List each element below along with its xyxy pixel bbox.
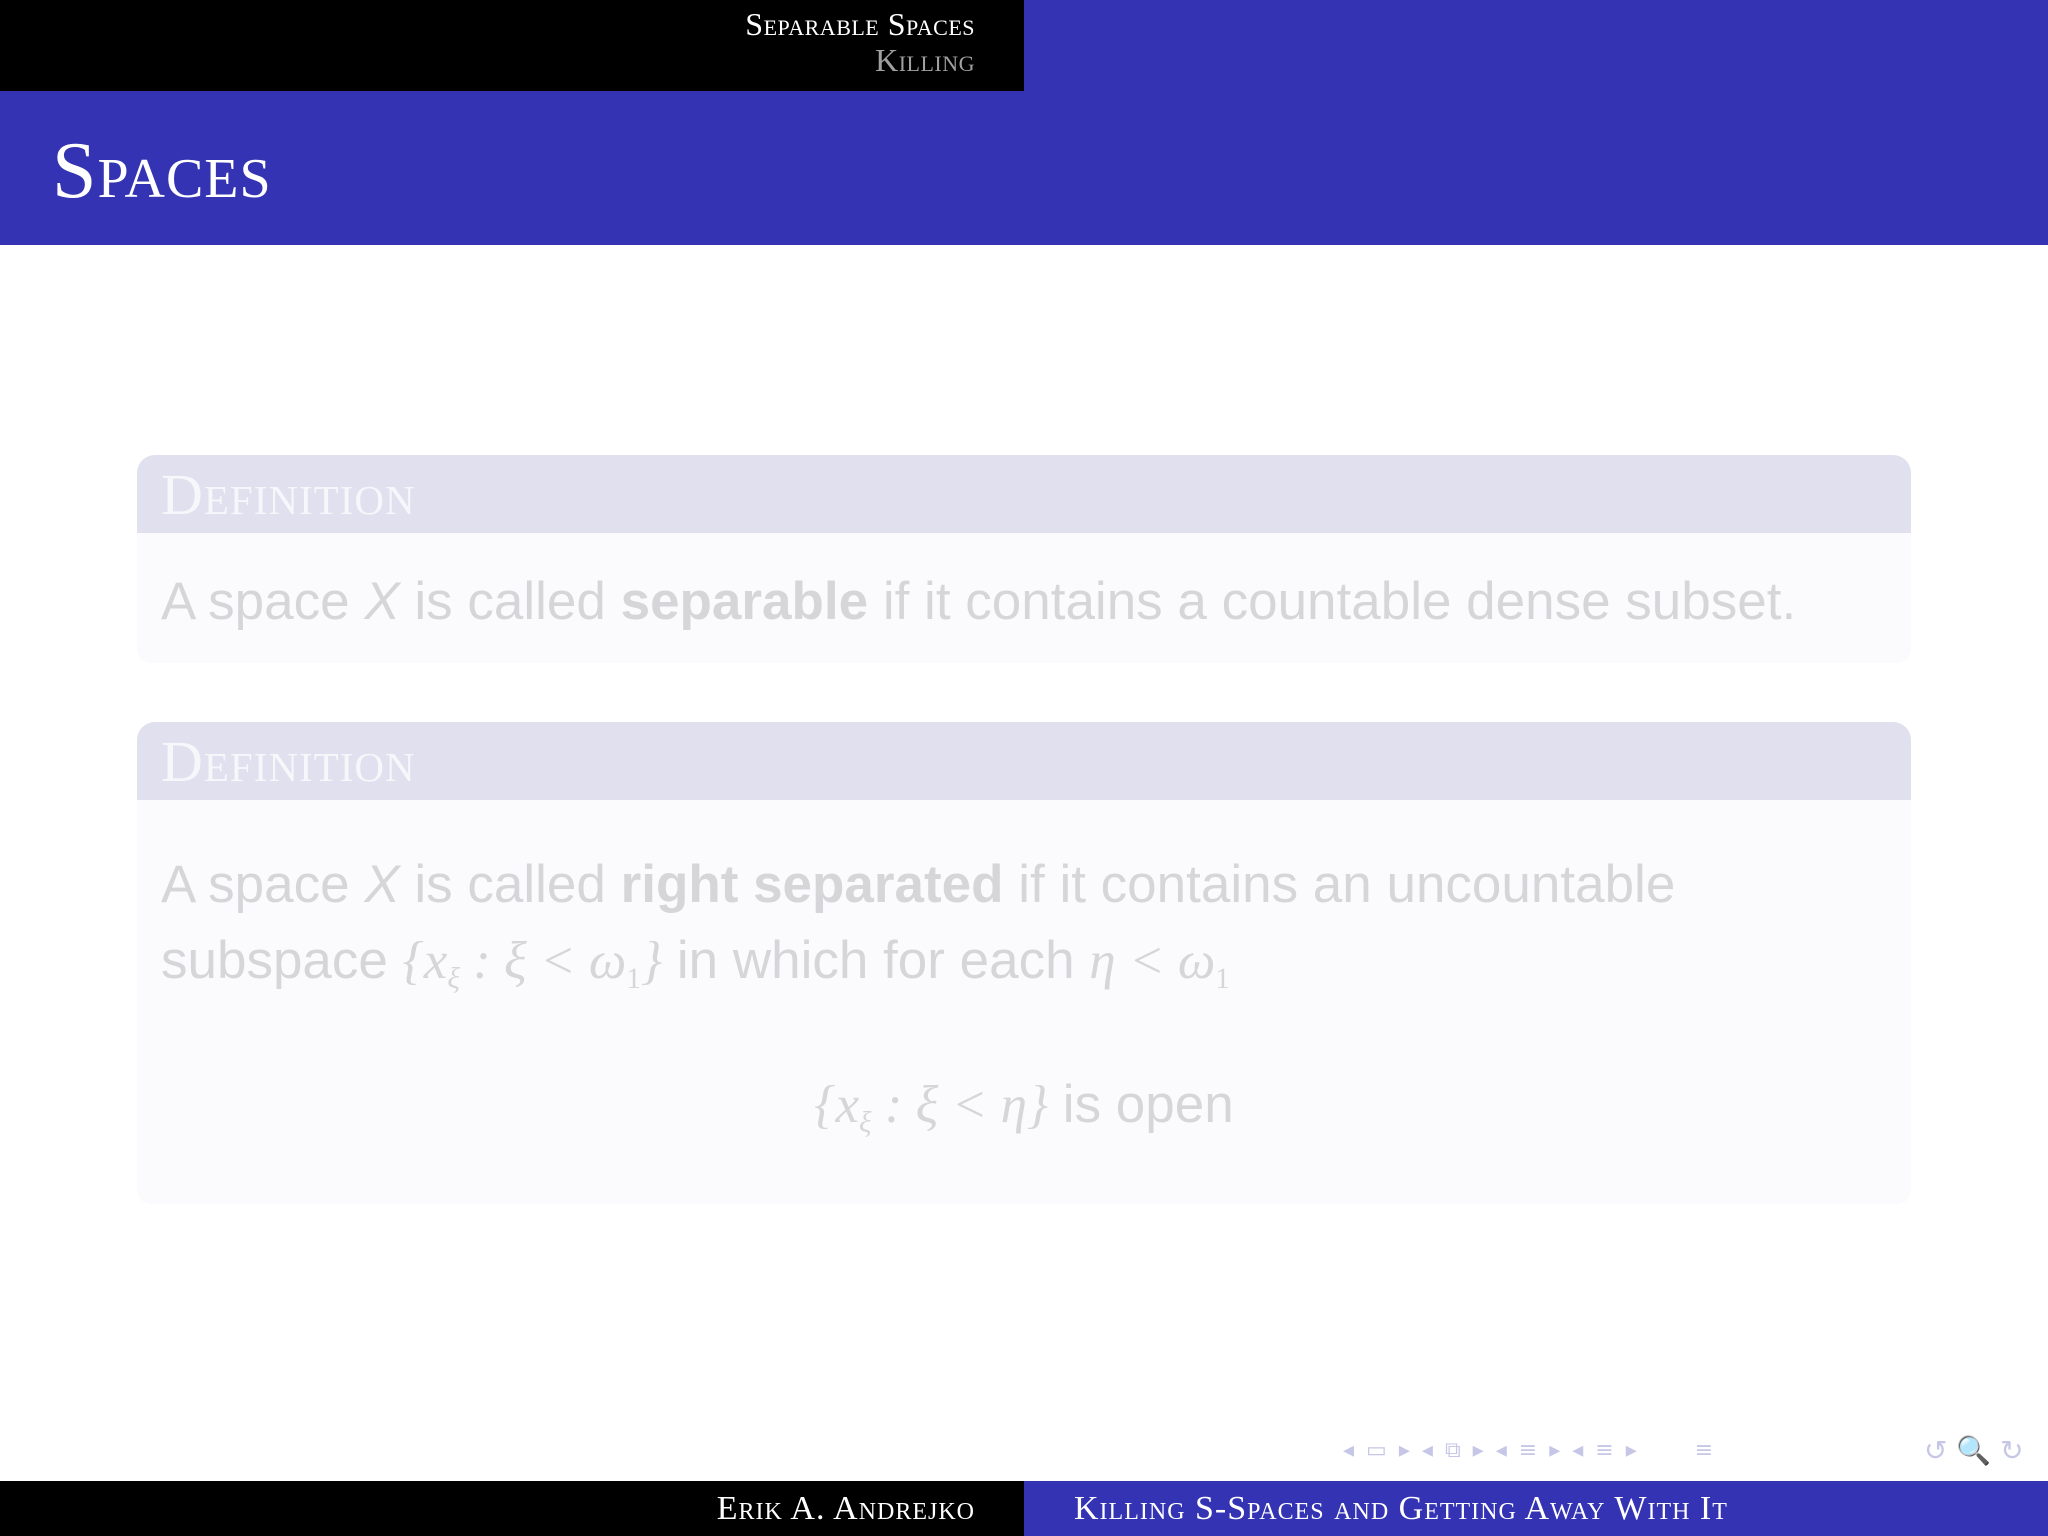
nav-section-icon[interactable]: ≡	[1518, 1437, 1538, 1463]
footer-right-panel	[1024, 1481, 2048, 1536]
math-run: η < ω	[1089, 932, 1216, 990]
nav-next-part-icon[interactable]: ▸	[1625, 1437, 1637, 1463]
math-run: {x	[814, 1076, 859, 1134]
section-title[interactable]: Separable Spaces	[745, 6, 975, 42]
footer-bar	[0, 1481, 2048, 1536]
definition-display-math	[137, 1075, 1911, 1140]
text-run: is called	[399, 572, 621, 631]
footer-author: Erik A. Andrejko	[716, 1490, 975, 1527]
footer-talk-title: Killing S-Spaces and Getting Away With It	[1074, 1490, 1728, 1527]
nav-prev-section-icon[interactable]: ◂	[1495, 1437, 1507, 1463]
math-expression	[402, 932, 663, 996]
text-run: A space	[161, 572, 365, 631]
frame-title: Spaces	[52, 127, 272, 215]
subsection-title[interactable]: Killing	[875, 42, 975, 78]
nav-next-frame-icon[interactable]: ▸	[1398, 1437, 1410, 1463]
nav-subsection-icon[interactable]: ⧉	[1444, 1437, 1461, 1463]
definition-title: Definition	[161, 462, 416, 527]
header-bar	[0, 0, 2048, 91]
math-variable: X	[364, 855, 400, 914]
definition-block-body	[137, 800, 1911, 1204]
nav-next-section-icon[interactable]: ▸	[1549, 1437, 1561, 1463]
frame-title-bar	[0, 91, 2048, 245]
text-run: is open	[1048, 1075, 1234, 1134]
math-run: }	[640, 932, 663, 990]
text-run: in which for each	[662, 931, 1090, 990]
definition-text-line-2	[161, 931, 1230, 996]
nav-next-subsection-icon[interactable]: ▸	[1472, 1437, 1484, 1463]
math-variable: X	[364, 572, 400, 631]
nav-back-search-icon[interactable]: ↺ 🔍 ↻	[1924, 1433, 2024, 1467]
definition-block-body	[137, 533, 1911, 663]
definition-block-right-separated	[137, 722, 1911, 1204]
definition-block-separable	[137, 455, 1911, 663]
definition-text-line-1	[161, 855, 1676, 914]
nav-search-controls	[1922, 1432, 2026, 1468]
math-subscript: ξ	[447, 963, 460, 996]
footer-left-panel	[0, 1481, 1024, 1536]
header-left-panel	[0, 0, 1024, 91]
nav-part-icon[interactable]: ≡	[1595, 1437, 1614, 1463]
definition-block-header	[137, 722, 1911, 800]
math-expression	[814, 1076, 1049, 1140]
header-right-panel	[1024, 0, 2048, 91]
math-subscript: ξ	[858, 1107, 872, 1140]
text-run: subspace	[161, 931, 403, 990]
math-expression	[1089, 932, 1230, 996]
definition-title: Definition	[161, 729, 416, 794]
text-run: is called	[399, 855, 621, 914]
definition-text	[161, 572, 1797, 631]
text-run: A space	[161, 855, 365, 914]
nav-prev-frame-icon[interactable]: ◂	[1343, 1437, 1355, 1463]
nav-prev-subsection-icon[interactable]: ◂	[1421, 1437, 1433, 1463]
defined-term: right separated	[620, 855, 1004, 914]
math-subscript: 1	[626, 963, 641, 996]
math-run: : ξ < ω	[459, 932, 627, 990]
math-subscript: 1	[1215, 963, 1230, 996]
nav-document-icon[interactable]: ≡	[1694, 1437, 1714, 1463]
navigation-symbols	[1337, 1432, 1719, 1468]
math-run: {x	[402, 932, 448, 990]
text-run: if it contains an uncountable	[1003, 855, 1676, 914]
nav-frame-icon[interactable]: ▭	[1366, 1437, 1387, 1463]
math-run: : ξ < η}	[871, 1076, 1049, 1134]
definition-block-header	[137, 455, 1911, 533]
nav-prev-part-icon[interactable]: ◂	[1572, 1437, 1584, 1463]
text-run: if it contains a countable dense subset.	[868, 572, 1797, 631]
defined-term: separable	[620, 572, 869, 631]
